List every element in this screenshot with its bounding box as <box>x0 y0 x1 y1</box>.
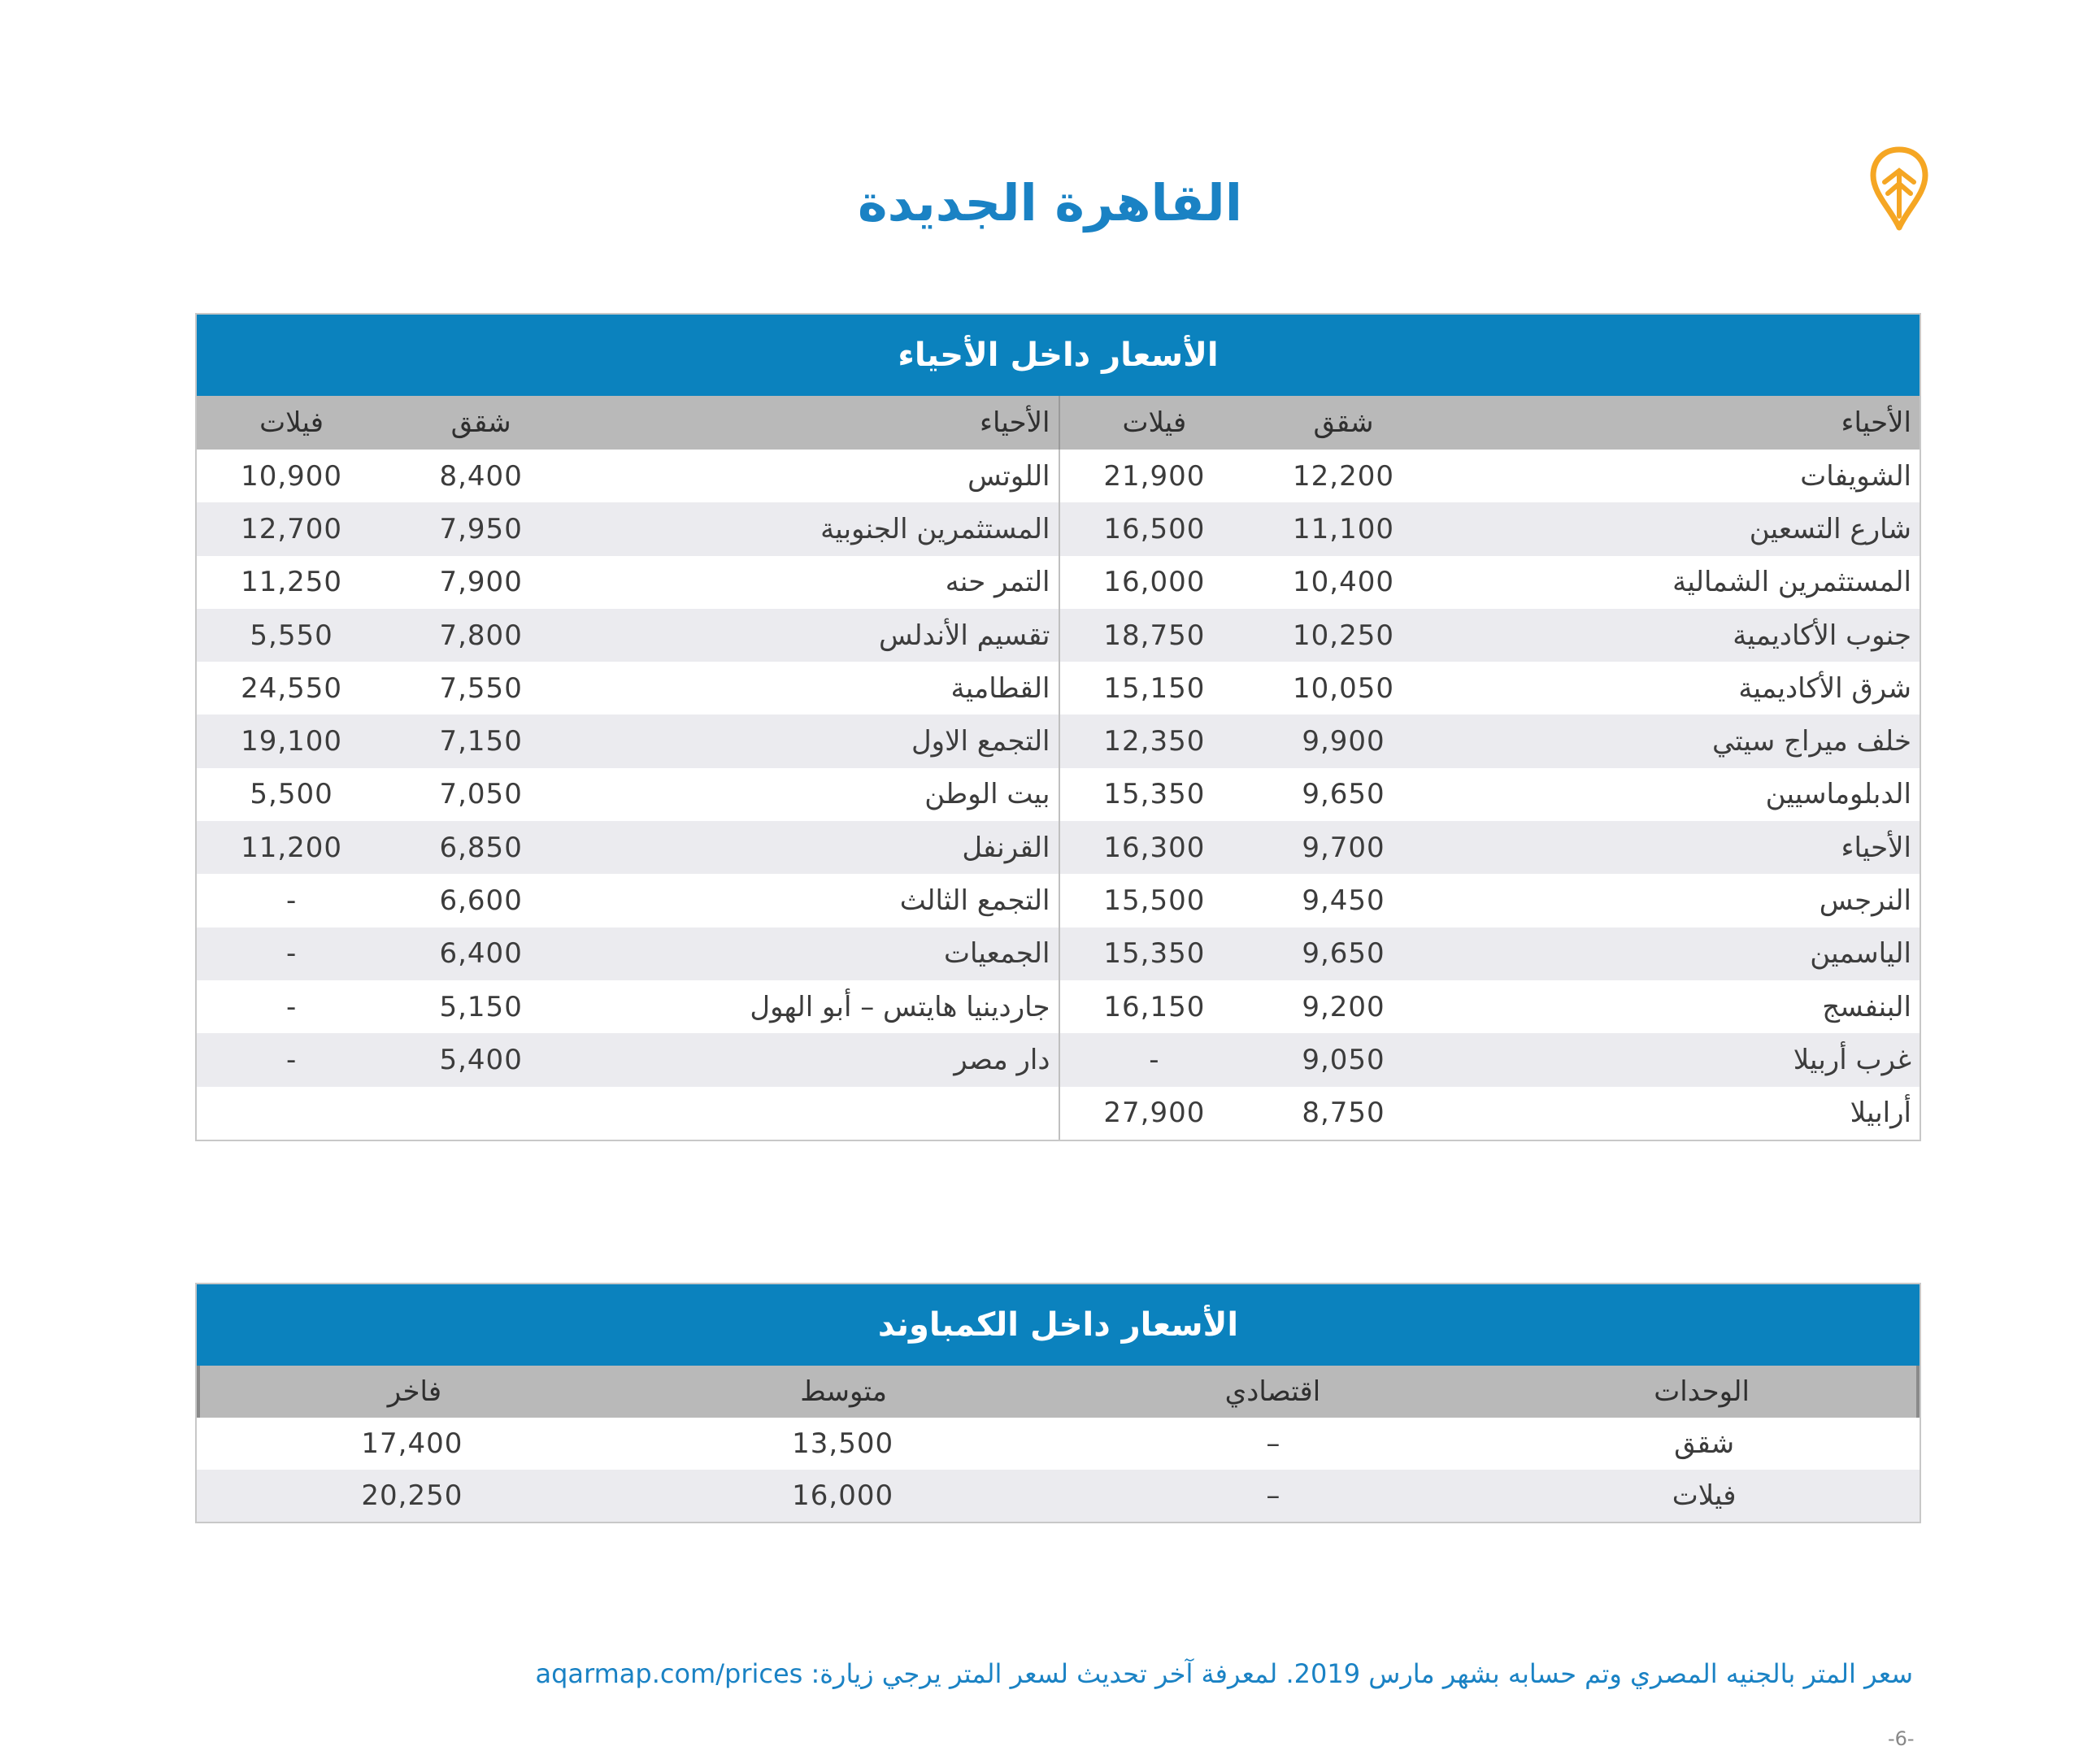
villa-price <box>197 1087 386 1140</box>
neighborhood-name: الأحياء <box>1841 831 1911 864</box>
apartment-price: 9,450 <box>1302 884 1385 918</box>
neighborhood-name: جاردينيا هايتس – أبو الهول <box>750 990 1050 1023</box>
neighborhood-name: الدبلوماسيين <box>1765 778 1911 811</box>
apartment-price: 7,950 <box>439 512 523 545</box>
neighborhood-name: النرجس <box>1819 884 1911 918</box>
row-left-group <box>197 450 1059 502</box>
apartment-price: 9,200 <box>1302 990 1385 1023</box>
row-right-group <box>1059 1033 1920 1086</box>
villa-price: 11,200 <box>241 831 343 864</box>
neighborhood-name: دار مصر <box>954 1043 1050 1076</box>
neighborhoods-table-header <box>197 396 1920 450</box>
neighborhood-name: اللوتس <box>967 459 1050 493</box>
apartment-price: 7,800 <box>439 619 523 652</box>
apartment-price: 5,400 <box>439 1043 523 1076</box>
villa-price: 24,550 <box>241 671 343 705</box>
neighborhoods-table-title: الأسعار داخل الأحياء <box>197 315 1920 396</box>
villa-price: 15,350 <box>1103 937 1206 971</box>
unit-type: شقق <box>1674 1427 1735 1460</box>
neighborhood-name: الجمعيات <box>944 937 1050 971</box>
apartment-price: 9,050 <box>1302 1043 1385 1076</box>
row-right-group <box>1059 450 1920 502</box>
apartment-price: 8,750 <box>1302 1097 1385 1130</box>
villa-price: 10,900 <box>241 459 343 493</box>
row-right-group <box>1059 927 1920 980</box>
apartment-price: 8,400 <box>439 459 523 493</box>
villa-price: 27,900 <box>1103 1097 1206 1130</box>
neighborhood-name: الشويفات <box>1800 459 1911 493</box>
row-left-group <box>197 874 1059 927</box>
neighborhood-name: تقسيم الأندلس <box>878 619 1050 652</box>
header-apartments: شقق <box>1313 406 1374 439</box>
row-right-group <box>1059 556 1920 609</box>
apartment-price: 9,650 <box>1302 778 1385 811</box>
row-right-group <box>1059 980 1920 1033</box>
apartment-price <box>386 1087 576 1140</box>
apartment-price: 11,100 <box>1293 512 1394 545</box>
villa-price: - <box>1149 1043 1160 1076</box>
neighborhood-name: البنفسج <box>1822 990 1911 1023</box>
row-left-group <box>197 715 1059 767</box>
row-right-group <box>1059 715 1920 767</box>
villa-price: 5,550 <box>250 619 333 652</box>
villa-price: 5,500 <box>250 778 333 811</box>
neighborhood-name: جنوب الأكاديمية <box>1733 619 1911 652</box>
apartment-price: 5,150 <box>439 990 523 1023</box>
row-left-group <box>197 821 1059 874</box>
villa-price: 21,900 <box>1103 459 1206 493</box>
compound-table-body <box>197 1418 1920 1522</box>
table-row <box>197 927 1920 980</box>
villa-price: 18,750 <box>1103 619 1206 652</box>
villa-price: 12,350 <box>1103 725 1206 758</box>
apartment-price: 6,600 <box>439 884 523 918</box>
apartment-price: 7,550 <box>439 671 523 705</box>
header-luxury: فاخر <box>387 1375 442 1408</box>
table-row <box>197 874 1920 927</box>
table-row <box>197 980 1920 1033</box>
neighborhood-name: الياسمين <box>1810 937 1911 971</box>
neighborhood-name: القرنفل <box>962 831 1050 864</box>
compound-table-header <box>197 1366 1920 1418</box>
row-left-group <box>197 980 1059 1033</box>
apartment-price: 9,650 <box>1302 937 1385 971</box>
apartment-price: 7,050 <box>439 778 523 811</box>
villa-price: 16,000 <box>1103 566 1206 599</box>
neighborhood-name: شرق الأكاديمية <box>1738 671 1911 705</box>
table-row <box>197 715 1920 767</box>
neighborhood-name: المستثمرين الجنوبية <box>820 512 1050 545</box>
neighborhood-name: أرابيلا <box>1850 1097 1911 1130</box>
apartment-price: 9,900 <box>1302 725 1385 758</box>
page-title: القاهرة الجديدة <box>858 173 1242 232</box>
medium-price: 13,500 <box>792 1427 894 1460</box>
table-row <box>197 1033 1920 1086</box>
table-row <box>197 1418 1920 1470</box>
luxury-price: 20,250 <box>361 1479 463 1512</box>
page-number: -6- <box>1888 1727 1915 1750</box>
row-right-group <box>1059 768 1920 821</box>
neighborhood-name: المستثمرين الشمالية <box>1672 566 1911 599</box>
villa-price: 16,500 <box>1103 512 1206 545</box>
neighborhoods-price-table <box>195 313 1921 1141</box>
row-right-group <box>1059 821 1920 874</box>
row-right-group <box>1059 502 1920 555</box>
row-left-group <box>197 927 1059 980</box>
apartment-price: 9,700 <box>1302 831 1385 864</box>
villa-price: 15,150 <box>1103 671 1206 705</box>
villa-price: - <box>285 884 298 918</box>
row-right-group <box>1059 609 1920 662</box>
neighborhood-name: التمر حنه <box>945 566 1050 599</box>
neighborhood-name: خلف ميراج سيتي <box>1711 725 1911 758</box>
neighborhood-name: شارع التسعين <box>1749 512 1911 545</box>
footer-link[interactable]: aqarmap.com/prices <box>535 1658 803 1689</box>
table-row <box>197 662 1920 715</box>
villa-price: 19,100 <box>241 725 343 758</box>
row-left-group <box>197 502 1059 555</box>
villa-price: - <box>285 937 298 971</box>
header-apartments: شقق <box>450 406 511 439</box>
villa-price: - <box>285 990 298 1023</box>
neighborhood-name <box>576 1087 1058 1140</box>
footer-note <box>488 1658 1913 1689</box>
apartment-price: 6,400 <box>439 937 523 971</box>
table-row <box>197 502 1920 555</box>
row-left-group <box>197 1033 1059 1086</box>
row-left-group <box>197 609 1059 662</box>
apartment-price: 10,400 <box>1293 566 1394 599</box>
apartment-price: 7,900 <box>439 566 523 599</box>
header-villas: فيلات <box>1122 406 1187 439</box>
compound-table-title: الأسعار داخل الكمباوند <box>197 1284 1920 1366</box>
economy-price: – <box>1266 1427 1281 1460</box>
row-left-group <box>197 768 1059 821</box>
medium-price: 16,000 <box>792 1479 894 1512</box>
table-row <box>197 1087 1920 1140</box>
table-row <box>197 556 1920 609</box>
villa-price: 16,300 <box>1103 831 1206 864</box>
header-medium: متوسط <box>800 1375 888 1408</box>
row-right-group <box>1059 1087 1920 1140</box>
table-row <box>197 1470 1920 1522</box>
row-left-group <box>197 662 1059 715</box>
table-row <box>197 821 1920 874</box>
compound-price-table <box>195 1283 1921 1523</box>
row-right-group <box>1059 662 1920 715</box>
neighborhood-name: بيت الوطن <box>924 778 1050 811</box>
apartment-price: 6,850 <box>439 831 523 864</box>
header-economy: اقتصادي <box>1224 1375 1321 1408</box>
villa-price: 11,250 <box>241 566 343 599</box>
row-left-group <box>197 556 1059 609</box>
row-left-group <box>197 1087 1059 1140</box>
villa-price: 16,150 <box>1103 990 1206 1023</box>
villa-price: 15,500 <box>1103 884 1206 918</box>
apartment-price: 10,050 <box>1293 671 1394 705</box>
apartment-price: 12,200 <box>1293 459 1394 493</box>
economy-price: – <box>1266 1479 1281 1512</box>
unit-type: فيلات <box>1672 1479 1737 1512</box>
villa-price: - <box>285 1043 298 1076</box>
header-neighborhood: الأحياء <box>1841 406 1911 439</box>
header-villas: فيلات <box>259 406 324 439</box>
neighborhood-name: التجمع الاول <box>911 725 1050 758</box>
apartment-price: 10,250 <box>1293 619 1394 652</box>
villa-price: 12,700 <box>241 512 343 545</box>
neighborhood-name: غرب أربيلا <box>1793 1043 1911 1076</box>
neighborhood-name: التجمع الثالث <box>899 884 1050 918</box>
header-units: الوحدات <box>1654 1375 1750 1408</box>
neighborhood-name: القطامية <box>950 671 1050 705</box>
table-row <box>197 609 1920 662</box>
neighborhoods-table-body <box>197 450 1920 1140</box>
header-neighborhood: الأحياء <box>980 406 1050 439</box>
table-row <box>197 450 1920 502</box>
luxury-price: 17,400 <box>361 1427 463 1460</box>
apartment-price: 7,150 <box>439 725 523 758</box>
footer-note-text: سعر المتر بالجنيه المصري وتم حسابه بشهر مارس 2019. لمعرفة آخر تحديث لسعر المتر يرجي زيارة: <box>811 1658 1913 1689</box>
table-row <box>197 768 1920 821</box>
row-right-group <box>1059 874 1920 927</box>
villa-price: 15,350 <box>1103 778 1206 811</box>
